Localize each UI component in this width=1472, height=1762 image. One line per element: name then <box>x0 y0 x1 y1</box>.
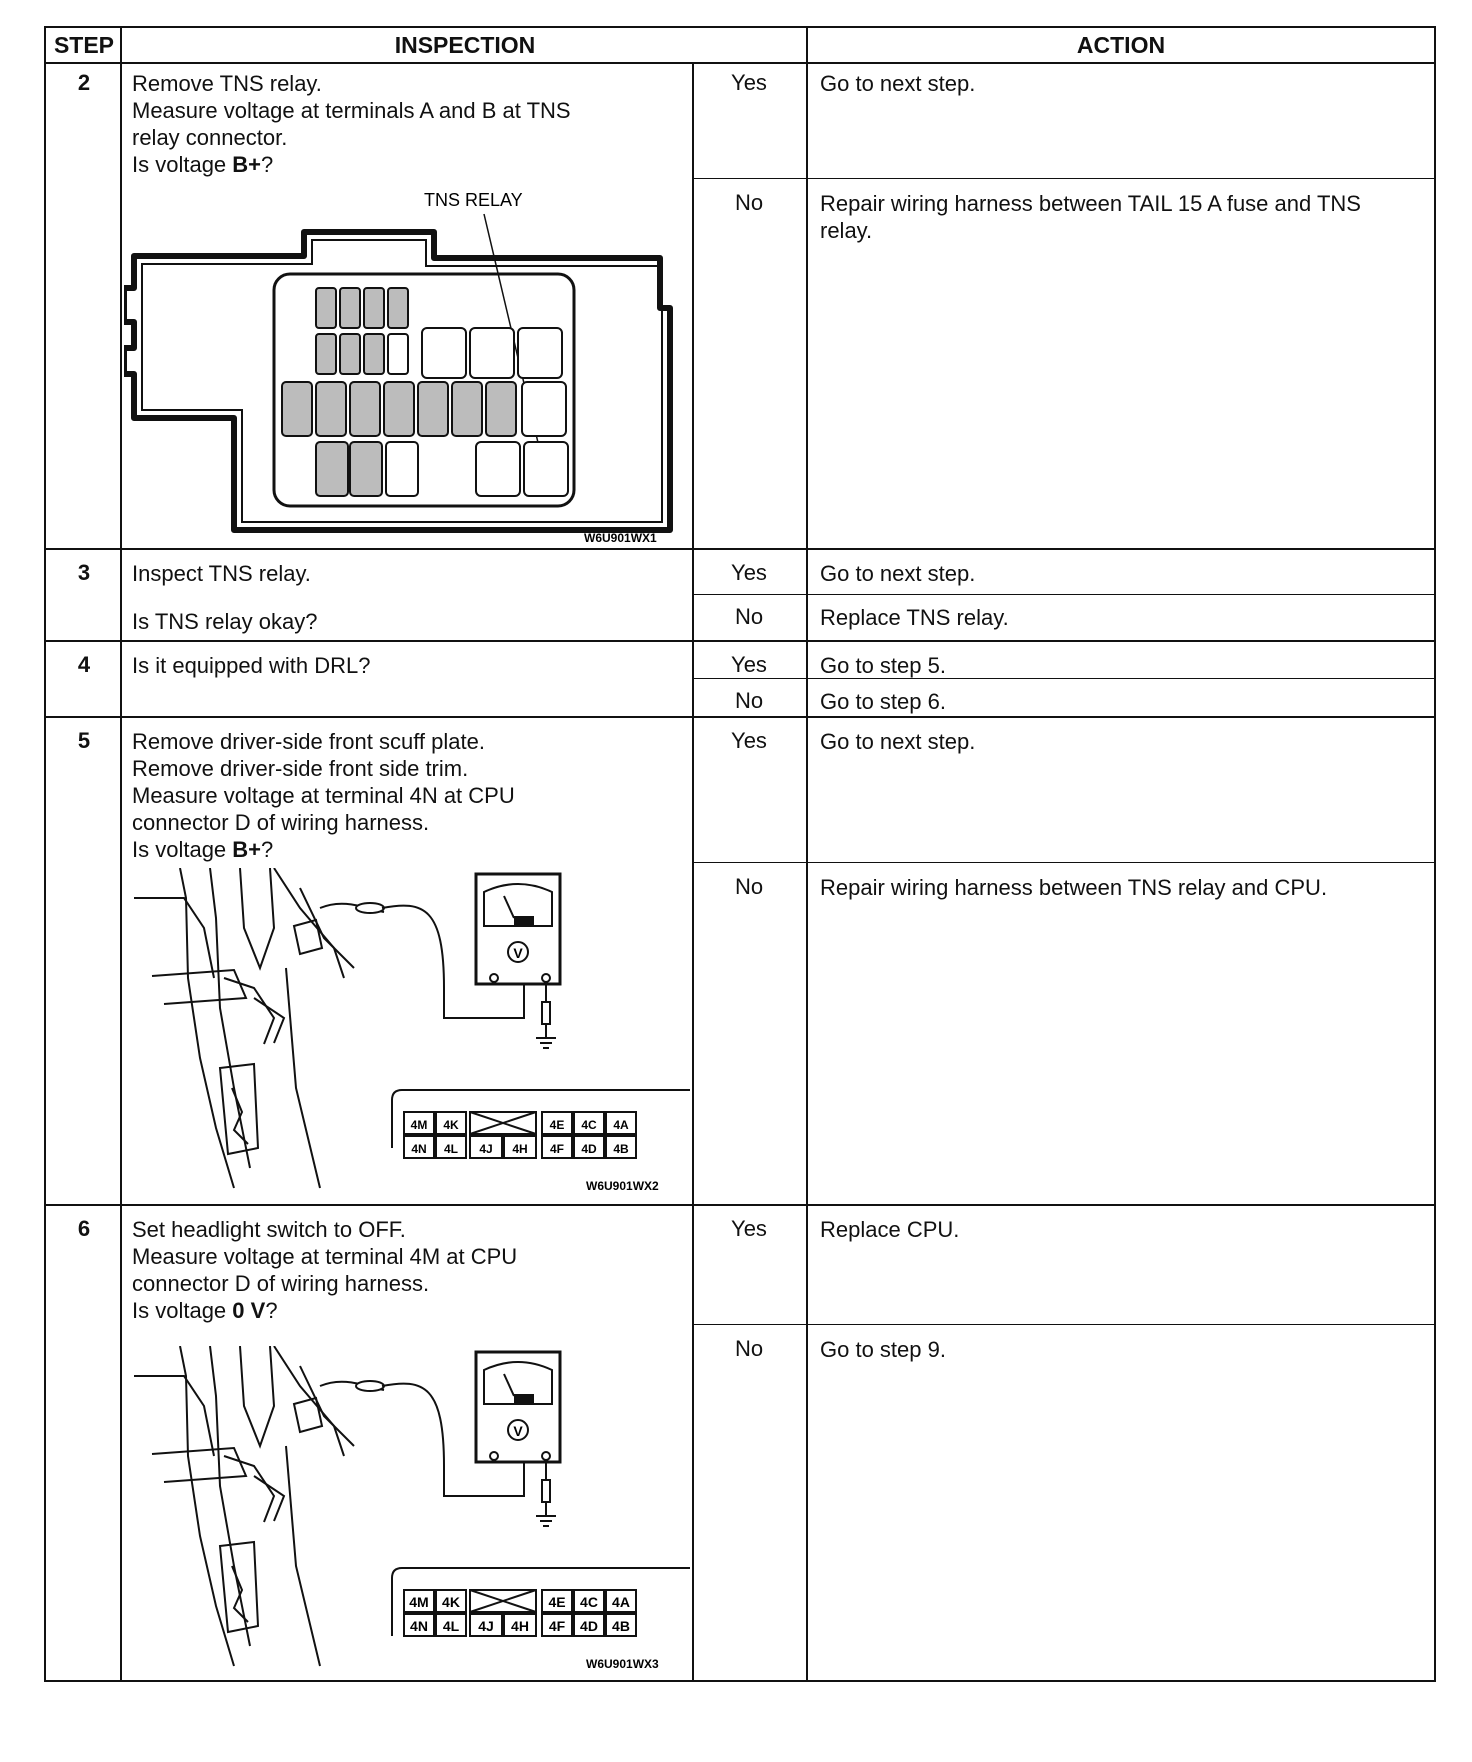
terminal-label: 4M <box>410 1118 428 1132</box>
inspection-text: Inspect TNS relay. <box>132 561 311 586</box>
terminal-label: 4E <box>549 1118 565 1132</box>
meter-symbol-letter: V <box>513 945 523 961</box>
yes-label: Yes <box>731 1216 767 1241</box>
no-label: No <box>734 190 764 215</box>
terminal-label: 4N <box>411 1142 427 1156</box>
cpu-connector-diagram <box>124 1346 690 1680</box>
step-number: 2 <box>77 70 91 95</box>
yes-action: Go to step 5. <box>820 653 946 678</box>
terminal-label: 4H <box>512 1142 528 1156</box>
terminal-label: 4L <box>442 1618 460 1634</box>
terminal-label: 4C <box>581 1118 597 1132</box>
terminal-label: 4B <box>613 1142 629 1156</box>
step-number: 6 <box>77 1216 91 1241</box>
no-action: Go to step 9. <box>820 1337 946 1362</box>
row-divider <box>46 716 1434 718</box>
yes-no-divider <box>692 862 1434 863</box>
no-action: Replace TNS relay. <box>820 605 1009 630</box>
no-label: No <box>734 688 764 713</box>
yes-action: Go to next step. <box>820 71 976 96</box>
yes-label: Yes <box>731 652 767 677</box>
probe-tip <box>356 1381 384 1391</box>
terminal-label: 4A <box>613 1118 629 1132</box>
inspection-question: Is TNS relay okay? <box>132 609 318 634</box>
terminal-label: 4E <box>548 1594 566 1610</box>
terminal-label: 4A <box>612 1594 630 1610</box>
terminal-label: 4B <box>612 1618 630 1634</box>
inspection-text: Remove TNS relay. Measure voltage at terminals A and B at TNS relay connector. Is voltage B+? <box>132 71 571 177</box>
yes-label: Yes <box>731 70 767 95</box>
figure-code: W6U901WX3 <box>586 1657 659 1671</box>
header-inspection: INSPECTION <box>122 28 808 64</box>
inspection-text: Is it equipped with DRL? <box>132 653 371 678</box>
terminal-label: 4L <box>443 1142 459 1156</box>
header-step: STEP <box>46 28 122 64</box>
row-divider <box>46 548 1434 550</box>
probe-tip <box>356 903 384 913</box>
diagnostic-table <box>44 26 1436 1682</box>
ground-resistor <box>542 1480 550 1502</box>
terminal-label: 4D <box>580 1618 598 1634</box>
no-action: Go to step 6. <box>820 689 946 714</box>
step-number: 5 <box>77 728 91 753</box>
header-action: ACTION <box>808 28 1434 64</box>
no-label: No <box>734 604 764 629</box>
figure-code: W6U901WX1 <box>584 531 657 545</box>
meter-symbol-letter: V <box>513 1423 523 1439</box>
yes-action: Go to next step. <box>820 561 976 586</box>
no-action: Repair wiring harness between TNS relay and CPU. <box>820 875 1328 900</box>
ground-resistor <box>542 1002 550 1024</box>
step-number: 3 <box>77 560 91 585</box>
cpu-connector-diagram <box>124 868 690 1202</box>
ground-symbol <box>536 1038 556 1048</box>
yes-no-divider <box>692 678 1434 679</box>
terminal-label: 4D <box>581 1142 597 1156</box>
terminal-label: 4J <box>478 1618 494 1634</box>
meter-terminal <box>490 974 498 982</box>
col-divider-action <box>806 28 808 1680</box>
yes-label: Yes <box>731 728 767 753</box>
inspection-text: Remove driver-side front scuff plate. Remove driver-side front side trim. Measure voltage at terminal 4N at CPU connector D of wiring harness. Is voltage B+? <box>132 729 515 862</box>
terminal-label: 4N <box>410 1618 428 1634</box>
terminal-label: 4K <box>443 1118 459 1132</box>
figure-code: W6U901WX2 <box>586 1179 659 1193</box>
meter-terminal <box>542 974 550 982</box>
meter-needle-base <box>514 1394 534 1404</box>
inspection-text: Set headlight switch to OFF. Measure voltage at terminal 4M at CPU connector D of wiring harness. Is voltage 0 V? <box>132 1217 518 1323</box>
meter-needle-base <box>514 916 534 926</box>
terminal-label: 4J <box>479 1142 493 1156</box>
yes-action: Go to next step. <box>820 729 976 754</box>
terminal-label: 4C <box>580 1594 598 1610</box>
ground-symbol <box>536 1516 556 1526</box>
yes-label: Yes <box>731 560 767 585</box>
yes-action: Replace CPU. <box>820 1217 960 1242</box>
meter-terminal <box>542 1452 550 1460</box>
wiring-harness-illustration <box>134 868 384 1188</box>
terminal-label: 4F <box>548 1618 566 1634</box>
yes-no-divider <box>692 594 1434 595</box>
terminal-label: 4F <box>549 1142 565 1156</box>
meter-terminal <box>490 1452 498 1460</box>
terminal-label: 4H <box>511 1618 529 1634</box>
yes-no-divider <box>692 1324 1434 1325</box>
no-label: No <box>734 874 764 899</box>
col-divider-step <box>120 28 122 1680</box>
fuse-box-diagram <box>124 178 690 546</box>
no-label: No <box>734 1336 764 1361</box>
wiring-harness-illustration <box>134 1346 384 1666</box>
row-divider <box>46 1204 1434 1206</box>
no-action: Repair wiring harness between TAIL 15 A fuse and TNS relay. <box>820 191 1361 243</box>
row-divider <box>46 640 1434 642</box>
step-number: 4 <box>77 652 91 677</box>
terminal-label: 4M <box>409 1594 429 1610</box>
terminal-label: 4K <box>442 1594 460 1610</box>
col-divider-inspection <box>692 64 694 1680</box>
yes-no-divider <box>692 178 1434 179</box>
tns-relay-label: TNS RELAY <box>424 190 523 210</box>
